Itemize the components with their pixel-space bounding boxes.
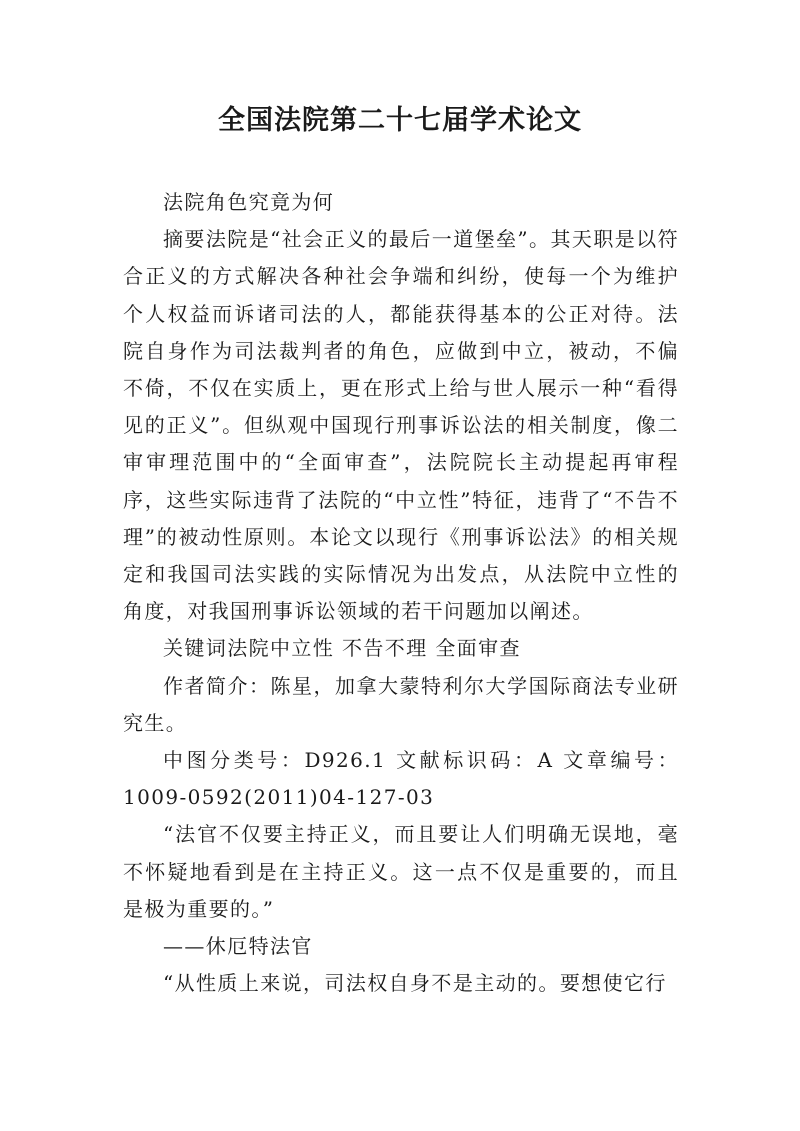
quote-paragraph: “法官不仅要主持正义，而且要让人们明确无误地，毫不怀疑地看到是在主持正义。这一点不仅是重要的，而且是极为重要的。” — [123, 822, 679, 921]
article-heading: 法院角色究竟为何 — [163, 190, 335, 214]
author-bio-paragraph: 作者简介：陈星，加拿大蒙特利尔大学国际商法专业研究生。 — [123, 673, 679, 735]
abstract-paragraph: 摘要法院是“社会正义的最后一道堡垒”。其天职是以符合正义的方式解决各种社会争端和纠纷，使每一个为维护个人权益而诉诸司法的人，都能获得基本的公正对待。法院自身作为司法裁判者的角色，应做到中立，被动，不偏不倚，不仅在实质上，更在形式上给与世人展示一种“看得见的正义”。但纵观中国现行刑事诉讼法的相关制度，像二审审理范围中的“全面审查”，法院院长主动提起再审程序，这些实际违背了法院的“中立性”特征，违背了“不告不理”的被动性原则。本论文以现行《刑事诉讼法》的相关规定和我国司法实践的实际情况为出发点，从法院中立性的角度，对我国刑事诉讼领域的若干问题加以阐述。 — [123, 227, 679, 624]
quote-attribution: ——休厄特法官 — [163, 934, 313, 959]
classification-paragraph: 中图分类号：D926.1 文献标识码：A 文章编号：1009-0592(2011)04-127-03 — [123, 748, 679, 810]
document-title: 全国法院第二十七届学术论文 — [218, 105, 582, 136]
body-paragraph: “从性质上来说，司法权自身不是主动的。要想使它行 — [163, 971, 667, 996]
keywords-paragraph: 关键词法院中立性 不告不理 全面审查 — [163, 636, 521, 661]
document-body — [123, 184, 679, 1002]
